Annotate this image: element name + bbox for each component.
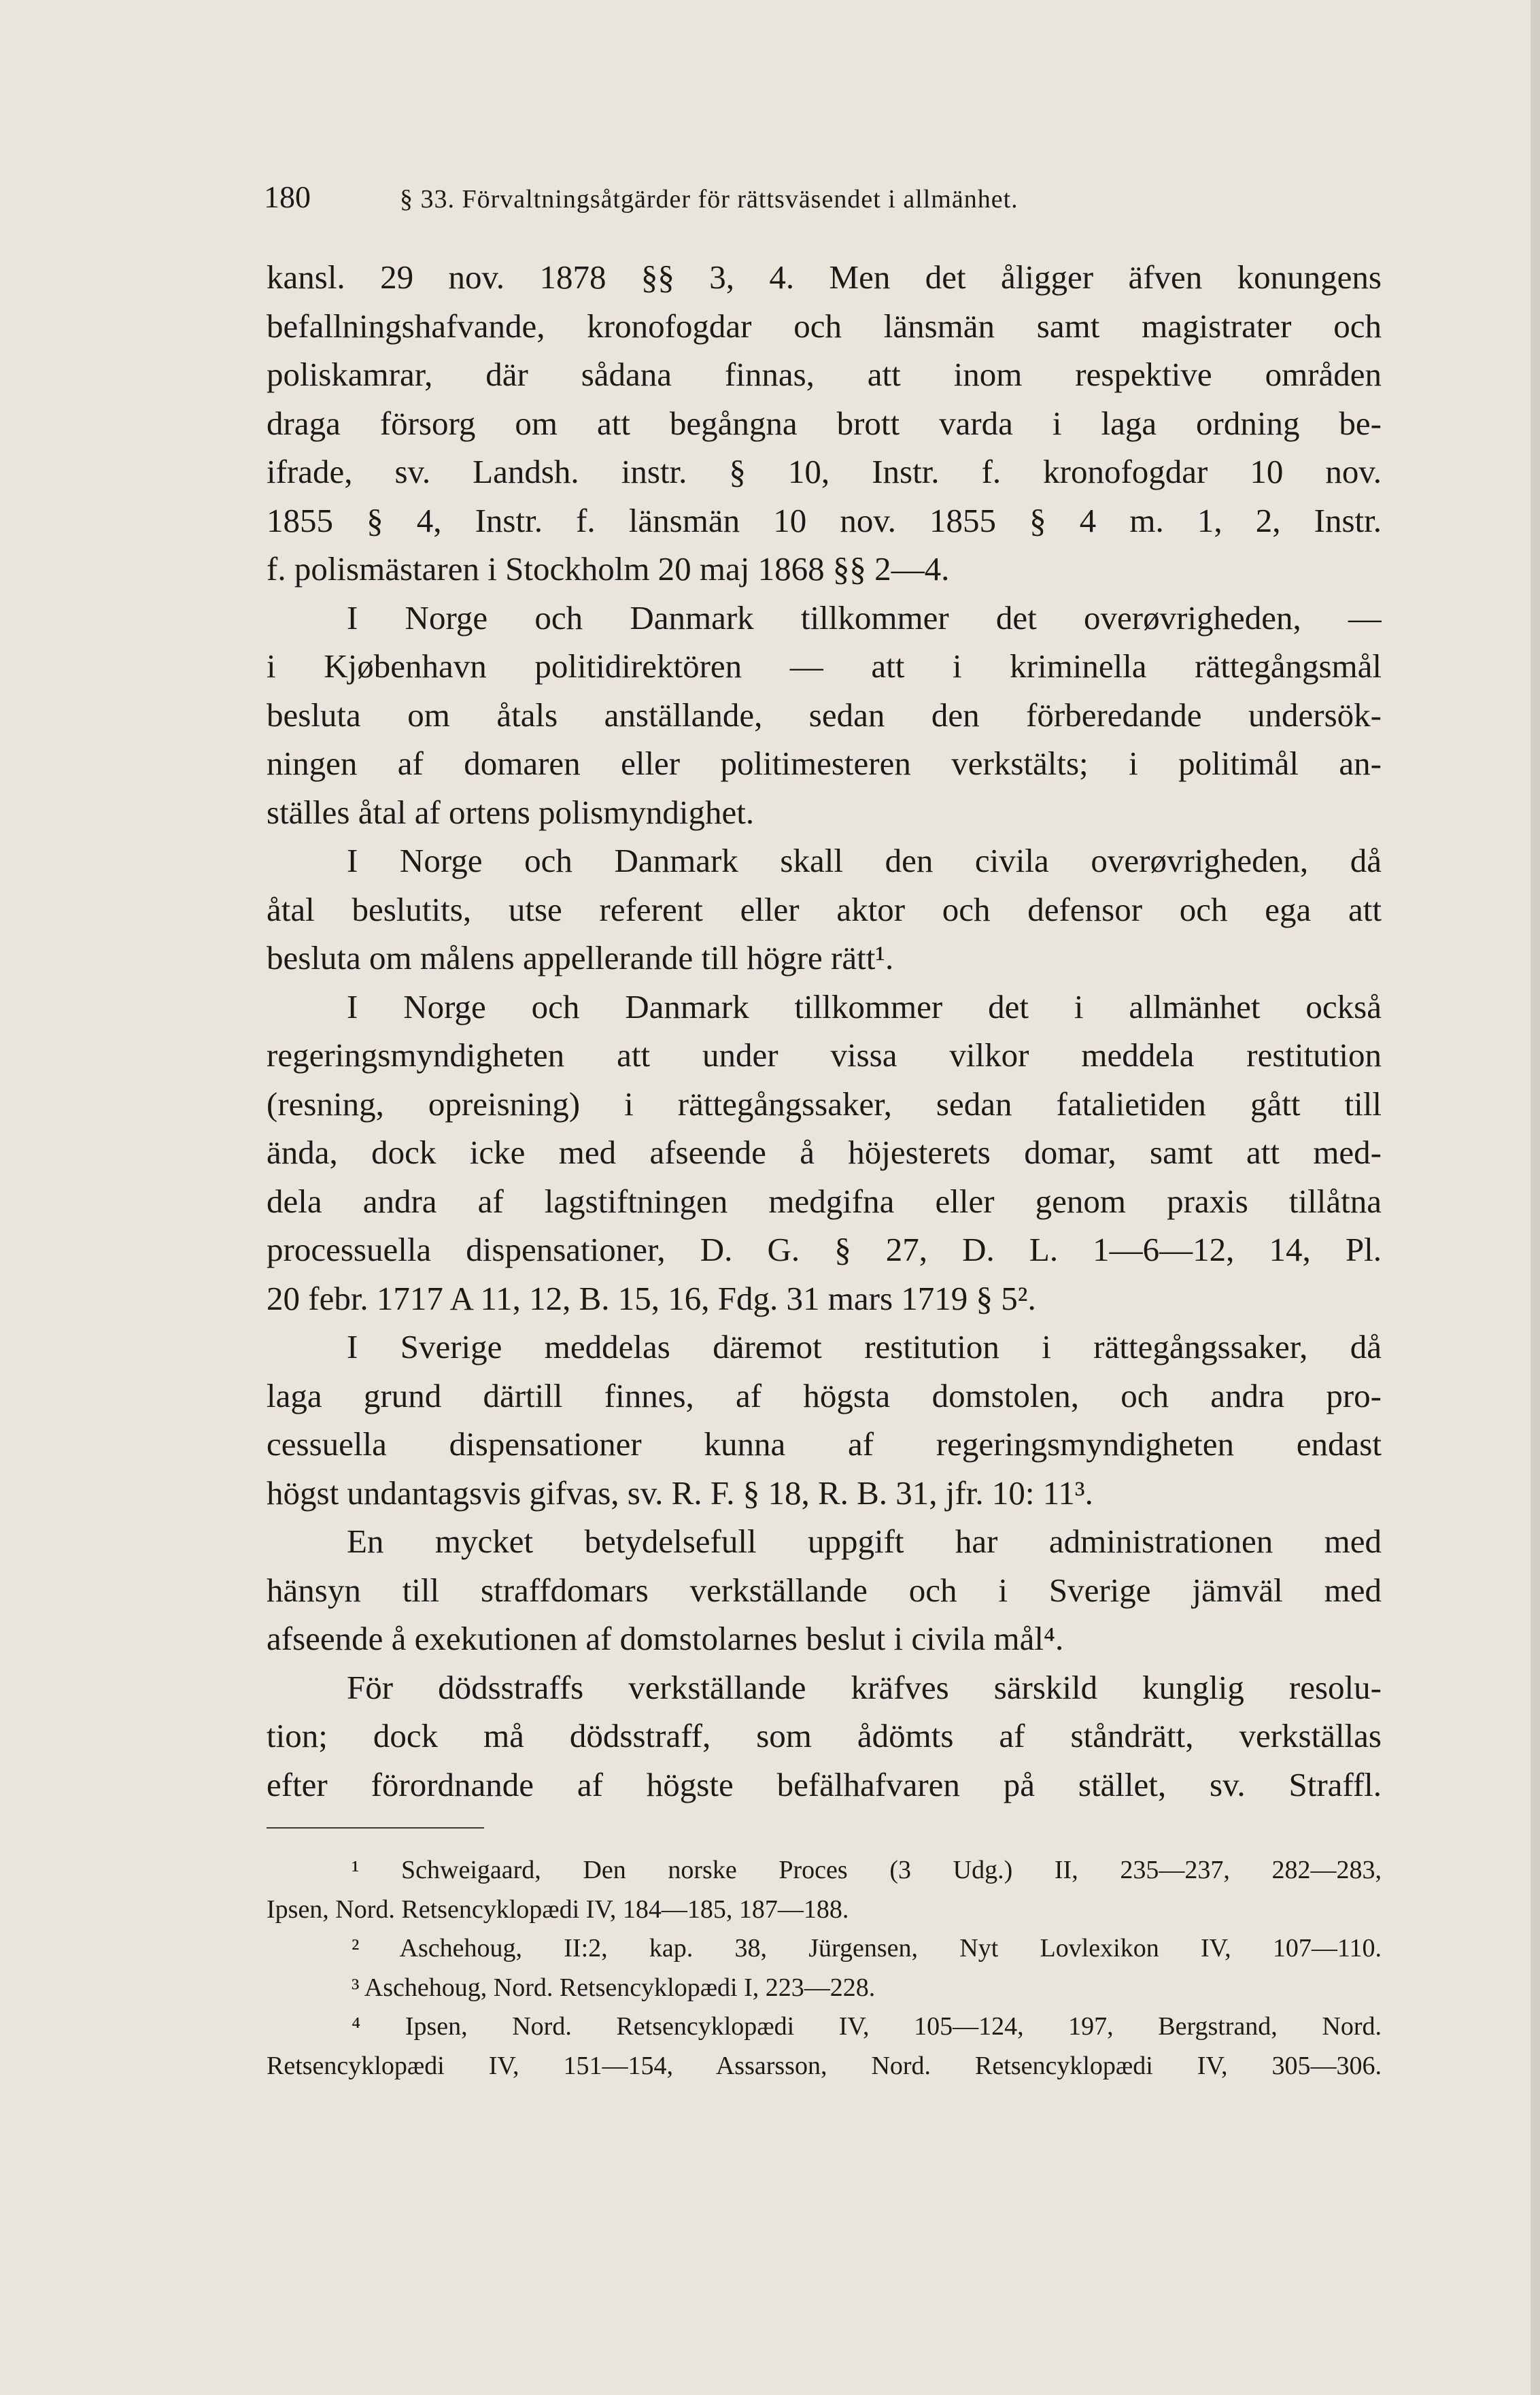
text-line: kansl. 29 nov. 1878 §§ 3, 4. Men det åligger äfven konungens bbox=[267, 258, 1382, 296]
text-line: cessuella dispensationer kunna af regeringsmyndigheten endast bbox=[267, 1425, 1382, 1463]
text-line: En mycket betydelsefull uppgift har administrationen med bbox=[347, 1523, 1382, 1560]
footnote-line: Retsencyklopædi IV, 151—154, Assarsson, Nord. Retsencyklopædi IV, 305—306. bbox=[267, 2051, 1382, 2080]
text-line: tion; dock må dödsstraff, som ådömts af ståndrätt, verkställas bbox=[267, 1717, 1382, 1754]
footnote-line: ³ Aschehoug, Nord. Retsencyklopædi I, 223—228. bbox=[352, 1973, 876, 2002]
text-line: I Norge och Danmark tillkommer det overøvrigheden, — bbox=[347, 598, 1382, 636]
text-line: f. polismästaren i Stockholm 20 maj 1868 §§ 2—4. bbox=[267, 550, 950, 588]
body-text bbox=[267, 253, 1382, 1809]
footnote-line: ² Aschehoug, II:2, kap. 38, Jürgensen, Nyt Lovlexikon IV, 107—110. bbox=[352, 1934, 1382, 1963]
footnote-line: ⁴ Ipsen, Nord. Retsencyklopædi IV, 105—124, 197, Bergstrand, Nord. bbox=[352, 2012, 1382, 2041]
text-line: draga försorg om att begångna brott varda i laga ordning be- bbox=[267, 404, 1382, 442]
text-line: ända, dock icke med afseende å höjesterets domar, samt att med- bbox=[267, 1134, 1382, 1171]
page-edge bbox=[1530, 0, 1540, 2395]
footnote-line: Ipsen, Nord. Retsencyklopædi IV, 184—185, 187—188. bbox=[267, 1895, 849, 1924]
text-line: i Kjøbenhavn politidirektören — att i kriminella rättegångsmål bbox=[267, 647, 1382, 685]
text-line: regeringsmyndigheten att under vissa vilkor meddela restitution bbox=[267, 1036, 1382, 1074]
section-title: § 33. Förvaltningsåtgärder för rättsväsendet i allmänhet. bbox=[400, 185, 1019, 214]
text-line: hänsyn till straffdomars verkställande och i Sverige jämväl med bbox=[267, 1571, 1382, 1609]
text-line: efter förordnande af högste befälhafvaren på stället, sv. Straffl. bbox=[267, 1765, 1382, 1803]
text-line: ifrade, sv. Landsh. instr. § 10, Instr. f. kronofogdar 10 nov. bbox=[267, 453, 1382, 490]
text-line: För dödsstraffs verkställande kräfves särskild kunglig resolu- bbox=[347, 1668, 1382, 1706]
text-line: besluta om målens appellerande till högre rätt¹. bbox=[267, 939, 894, 976]
text-line: 1855 § 4, Instr. f. länsmän 10 nov. 1855 § 4 m. 1, 2, Instr. bbox=[267, 501, 1382, 539]
text-line: ställes åtal af ortens polismyndighet. bbox=[267, 793, 755, 831]
footnote-line: ¹ Schweigaard, Den norske Proces (3 Udg.) II, 235—237, 282—283, bbox=[352, 1856, 1382, 1884]
text-line: befallningshafvande, kronofogdar och länsmän samt magistrater och bbox=[267, 307, 1382, 345]
running-header bbox=[264, 173, 1386, 221]
page-number: 180 bbox=[264, 180, 311, 214]
text-line: I Norge och Danmark tillkommer det i allmänhet också bbox=[347, 987, 1382, 1025]
text-line: åtal beslutits, utse referent eller aktor och defensor och ega att bbox=[267, 890, 1382, 928]
text-line: I Norge och Danmark skall den civila overøvrigheden, då bbox=[347, 842, 1382, 879]
text-line: afseende å exekutionen af domstolarnes beslut i civila mål⁴. bbox=[267, 1620, 1064, 1657]
footnotes bbox=[267, 1851, 1382, 2086]
text-line: poliskamrar, där sådana finnas, att inom respektive områden bbox=[267, 356, 1382, 393]
text-line: ningen af domaren eller politimesteren verkstälts; i politimål an- bbox=[267, 745, 1382, 782]
text-line: dela andra af lagstiftningen medgifna eller genom praxis tillåtna bbox=[267, 1182, 1382, 1220]
text-line: (resning, opreisning) i rättegångssaker, sedan fatalietiden gått till bbox=[267, 1085, 1382, 1123]
text-line: I Sverige meddelas däremot restitution i rättegångssaker, då bbox=[347, 1328, 1382, 1365]
footnote-rule bbox=[267, 1827, 484, 1829]
text-line: processuella dispensationer, D. G. § 27, D. L. 1—6—12, 14, Pl. bbox=[267, 1231, 1382, 1268]
text-line: laga grund därtill finnes, af högsta domstolen, och andra pro- bbox=[267, 1376, 1382, 1414]
text-line: högst undantagsvis gifvas, sv. R. F. § 18, R. B. 31, jfr. 10: 11³. bbox=[267, 1474, 1093, 1512]
text-line: besluta om åtals anställande, sedan den förberedande undersök- bbox=[267, 696, 1382, 734]
text-line: 20 febr. 1717 A 11, 12, B. 15, 16, Fdg. 31 mars 1719 § 5². bbox=[267, 1279, 1036, 1317]
